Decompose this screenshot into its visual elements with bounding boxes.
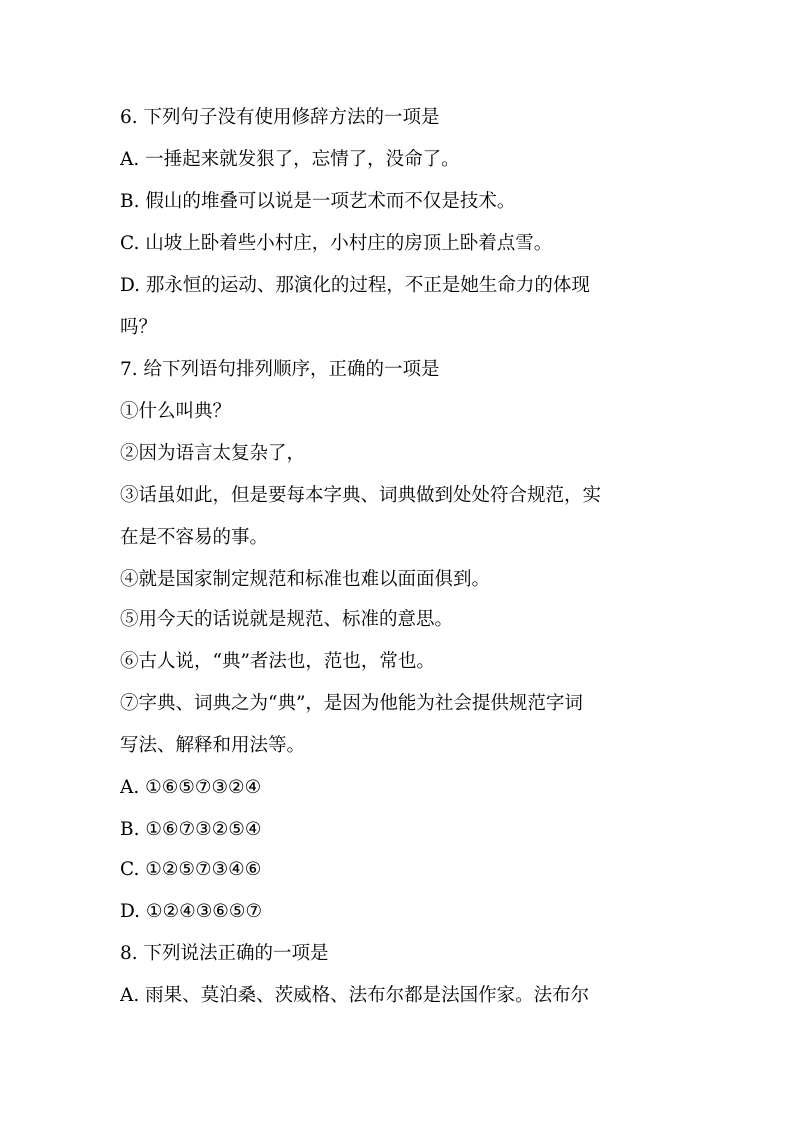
- question-7-option-b: B. ①⑥⑦③②⑤④: [120, 819, 262, 840]
- question-6-option-d: D. 那永恒的运动、那演化的过程，不正是她生命力的体现: [120, 275, 590, 296]
- question-7-sentence-1: ①什么叫典？: [120, 401, 232, 422]
- question-6-stem: 6. 下列句子没有使用修辞方法的一项是: [120, 107, 440, 128]
- question-7-sentence-7-cont: 写法、解释和用法等。: [120, 735, 306, 756]
- question-8-stem: 8. 下列说法正确的一项是: [120, 943, 329, 964]
- question-7-sentence-7: ⑦字典、词典之为“典”，是因为他能为社会提供规范字词: [120, 693, 583, 714]
- question-7-sentence-2: ②因为语言太复杂了，: [120, 443, 306, 464]
- question-7-sentence-3-cont: 在是不容易的事。: [120, 527, 269, 548]
- question-6-option-d-cont: 吗？: [120, 317, 158, 338]
- question-7-option-a: A. ①⑥⑤⑦③②④: [120, 777, 262, 798]
- question-6-option-c: C. 山坡上卧着些小村庄，小村庄的房顶上卧着点雪。: [120, 233, 553, 254]
- question-7-sentence-5: ⑤用今天的话说就是规范、标准的意思。: [120, 609, 454, 630]
- question-7-sentence-6: ⑥古人说，“典”者法也，范也，常也。: [120, 651, 435, 672]
- question-6-option-b: B. 假山的堆叠可以说是一项艺术而不仅是技术。: [120, 191, 516, 212]
- question-6-option-a: A. 一捶起来就发狠了，忘情了，没命了。: [120, 149, 460, 170]
- question-7-sentence-4: ④就是国家制定规范和标准也难以面面俱到。: [120, 569, 491, 590]
- question-8-option-a: A. 雨果、莫泊桑、茨威格、法布尔都是法国作家。法布尔: [120, 985, 590, 1006]
- question-7-stem: 7. 给下列语句排列顺序，正确的一项是: [120, 359, 440, 380]
- question-7-option-c: C. ①②⑤⑦③④⑥: [120, 859, 262, 880]
- question-7-option-d: D. ①②④③⑥⑤⑦: [120, 901, 263, 922]
- question-7-sentence-3: ③话虽如此，但是要每本字典、词典做到处处符合规范，实: [120, 485, 602, 506]
